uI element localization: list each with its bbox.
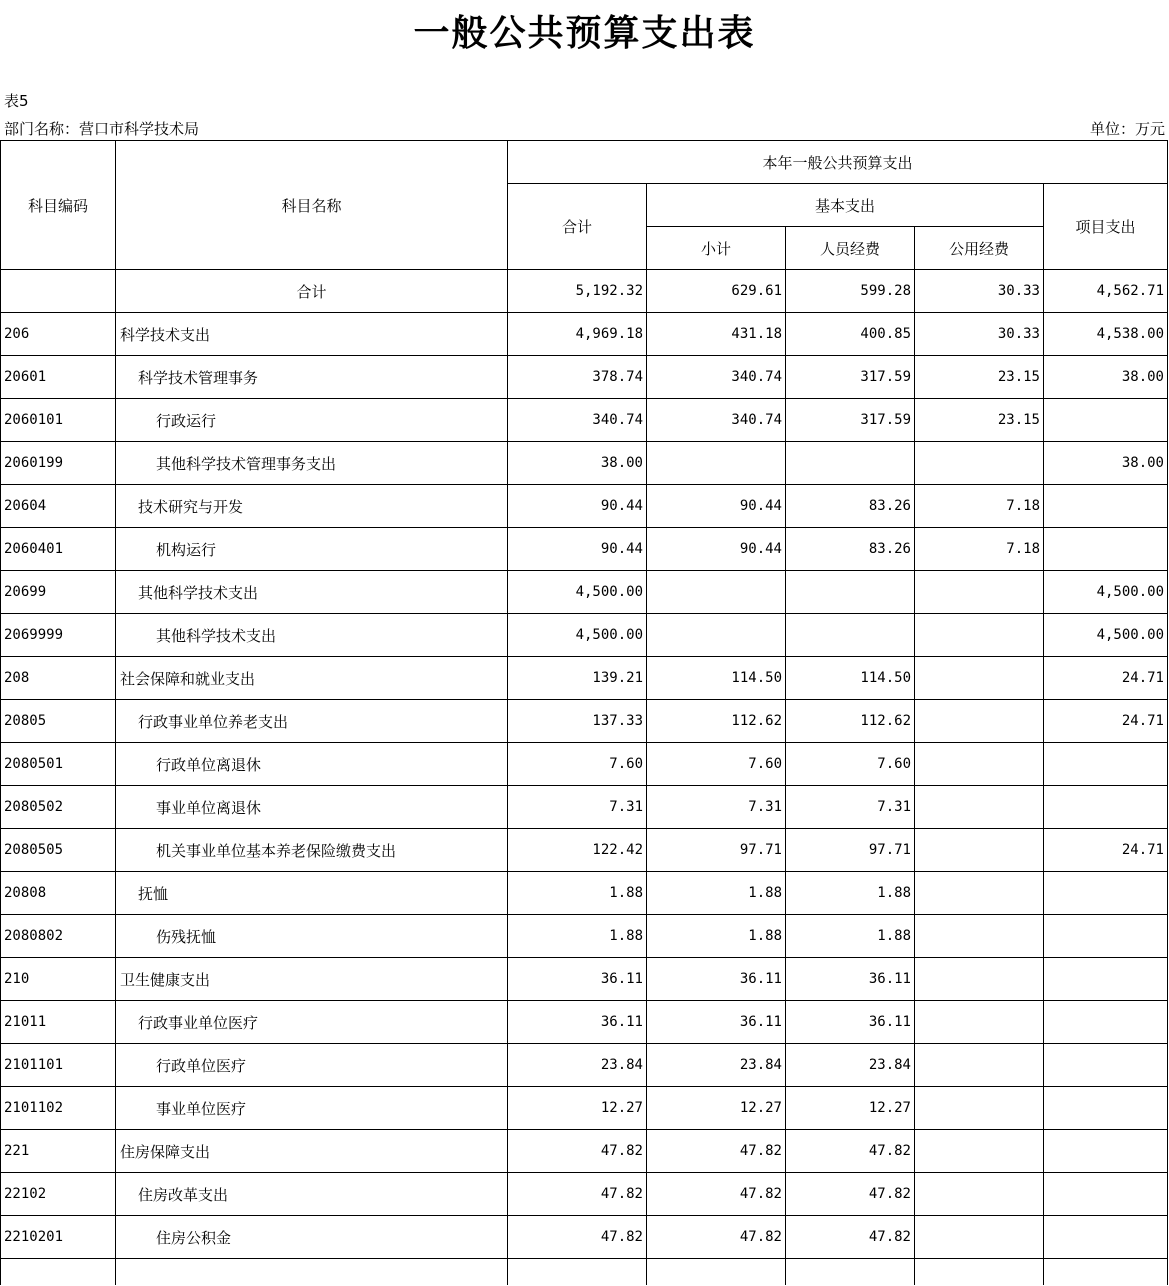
cell-project	[1044, 1044, 1168, 1087]
cell-code: 21011	[1, 1001, 116, 1044]
cell-code: 208	[1, 657, 116, 700]
cell-subtotal: 36.11	[647, 1001, 786, 1044]
cell-personnel: 23.84	[786, 1044, 915, 1087]
cell-name: 社会保障和就业支出	[116, 657, 508, 700]
cell-personnel: 83.26	[786, 528, 915, 571]
header-name: 科目名称	[116, 141, 508, 270]
header-code: 科目编码	[1, 141, 116, 270]
cell-total: 4,969.18	[508, 313, 647, 356]
cell-subtotal: 7.31	[647, 786, 786, 829]
cell-project	[1044, 786, 1168, 829]
cell-name: 技术研究与开发	[116, 485, 508, 528]
header-total: 合计	[508, 184, 647, 270]
table-row	[1, 743, 1168, 786]
cell-project: 24.71	[1044, 657, 1168, 700]
cell-name: 伤残抚恤	[116, 915, 508, 958]
cell-name: 行政事业单位医疗	[116, 1001, 508, 1044]
cell-project: 24.71	[1044, 829, 1168, 872]
cell-project	[1044, 528, 1168, 571]
cell-public	[915, 872, 1044, 915]
cell-subtotal: 340.74	[647, 399, 786, 442]
cell-public	[915, 743, 1044, 786]
cell-empty	[1, 1259, 116, 1286]
cell-public	[915, 571, 1044, 614]
cell-personnel: 7.60	[786, 743, 915, 786]
cell-public: 7.18	[915, 528, 1044, 571]
cell-code: 206	[1, 313, 116, 356]
cell-project: 4,500.00	[1044, 614, 1168, 657]
cell-name: 科学技术管理事务	[116, 356, 508, 399]
cell-total: 12.27	[508, 1087, 647, 1130]
cell-subtotal: 47.82	[647, 1173, 786, 1216]
cell-project	[1044, 915, 1168, 958]
cell-personnel: 317.59	[786, 399, 915, 442]
cell-code: 2210201	[1, 1216, 116, 1259]
cell-empty	[1044, 1259, 1168, 1286]
cell-total: 4,500.00	[508, 614, 647, 657]
table-row	[1, 657, 1168, 700]
header-subtotal: 小计	[647, 227, 786, 270]
cell-subtotal	[647, 571, 786, 614]
cell-name: 事业单位离退休	[116, 786, 508, 829]
table-row	[1, 442, 1168, 485]
cell-subtotal: 47.82	[647, 1130, 786, 1173]
cell-subtotal: 23.84	[647, 1044, 786, 1087]
cell-code: 221	[1, 1130, 116, 1173]
cell-project	[1044, 399, 1168, 442]
cell-total: 90.44	[508, 528, 647, 571]
cell-empty	[647, 1259, 786, 1286]
cell-code: 2080501	[1, 743, 116, 786]
cell-public	[915, 958, 1044, 1001]
cell-code: 20805	[1, 700, 116, 743]
table-row	[1, 829, 1168, 872]
table-row	[1, 915, 1168, 958]
cell-subtotal: 431.18	[647, 313, 786, 356]
cell-public	[915, 1087, 1044, 1130]
cell-public	[915, 1001, 1044, 1044]
table-row	[1, 958, 1168, 1001]
cell-code: 2101101	[1, 1044, 116, 1087]
cell-code: 20604	[1, 485, 116, 528]
table-row	[1, 313, 1168, 356]
cell-subtotal: 12.27	[647, 1087, 786, 1130]
cell-project	[1044, 1087, 1168, 1130]
cell-total: 5,192.32	[508, 270, 647, 313]
cell-subtotal: 90.44	[647, 485, 786, 528]
cell-code	[1, 270, 116, 313]
cell-code: 2060199	[1, 442, 116, 485]
cell-project: 4,562.71	[1044, 270, 1168, 313]
table-row	[1, 270, 1168, 313]
cell-name: 科学技术支出	[116, 313, 508, 356]
cell-name: 行政单位离退休	[116, 743, 508, 786]
cell-code: 2080502	[1, 786, 116, 829]
cell-public	[915, 1173, 1044, 1216]
cell-personnel: 400.85	[786, 313, 915, 356]
cell-name: 卫生健康支出	[116, 958, 508, 1001]
cell-personnel: 47.82	[786, 1216, 915, 1259]
cell-code: 22102	[1, 1173, 116, 1216]
cell-subtotal: 112.62	[647, 700, 786, 743]
cell-personnel: 12.27	[786, 1087, 915, 1130]
cell-public	[915, 1216, 1044, 1259]
table-row	[1, 872, 1168, 915]
cell-empty	[915, 1259, 1044, 1286]
table-row	[1, 1130, 1168, 1173]
cell-code: 2060401	[1, 528, 116, 571]
cell-total: 36.11	[508, 958, 647, 1001]
cell-personnel: 599.28	[786, 270, 915, 313]
cell-personnel: 1.88	[786, 915, 915, 958]
cell-public	[915, 829, 1044, 872]
budget-table	[0, 140, 1168, 1285]
header-public: 公用经费	[915, 227, 1044, 270]
cell-project: 38.00	[1044, 442, 1168, 485]
cell-personnel: 47.82	[786, 1130, 915, 1173]
cell-name: 行政运行	[116, 399, 508, 442]
cell-public: 23.15	[915, 399, 1044, 442]
cell-name: 其他科学技术支出	[116, 571, 508, 614]
cell-code: 2080505	[1, 829, 116, 872]
cell-project	[1044, 1173, 1168, 1216]
cell-subtotal	[647, 614, 786, 657]
page-title: 一般公共预算支出表	[413, 12, 756, 54]
cell-personnel	[786, 614, 915, 657]
cell-total: 36.11	[508, 1001, 647, 1044]
cell-public	[915, 442, 1044, 485]
header-personnel: 人员经费	[786, 227, 915, 270]
table-row	[1, 1173, 1168, 1216]
table-row	[1, 356, 1168, 399]
cell-empty	[508, 1259, 647, 1286]
cell-public: 7.18	[915, 485, 1044, 528]
cell-code: 20601	[1, 356, 116, 399]
cell-total: 139.21	[508, 657, 647, 700]
cell-public	[915, 786, 1044, 829]
cell-total: 47.82	[508, 1216, 647, 1259]
cell-subtotal: 47.82	[647, 1216, 786, 1259]
cell-project: 4,500.00	[1044, 571, 1168, 614]
cell-project: 38.00	[1044, 356, 1168, 399]
cell-public: 23.15	[915, 356, 1044, 399]
cell-total: 340.74	[508, 399, 647, 442]
cell-total: 7.31	[508, 786, 647, 829]
cell-name: 其他科学技术支出	[116, 614, 508, 657]
cell-total: 137.33	[508, 700, 647, 743]
cell-personnel: 114.50	[786, 657, 915, 700]
cell-total: 38.00	[508, 442, 647, 485]
cell-project	[1044, 1001, 1168, 1044]
cell-personnel	[786, 442, 915, 485]
cell-code: 2101102	[1, 1087, 116, 1130]
cell-project	[1044, 743, 1168, 786]
cell-public	[915, 1130, 1044, 1173]
cell-personnel: 36.11	[786, 958, 915, 1001]
cell-name: 抚恤	[116, 872, 508, 915]
cell-public	[915, 915, 1044, 958]
cell-code: 2069999	[1, 614, 116, 657]
cell-name: 行政单位医疗	[116, 1044, 508, 1087]
cell-name: 机关事业单位基本养老保险缴费支出	[116, 829, 508, 872]
cell-name: 住房改革支出	[116, 1173, 508, 1216]
cell-subtotal: 97.71	[647, 829, 786, 872]
cell-project	[1044, 958, 1168, 1001]
cell-project: 4,538.00	[1044, 313, 1168, 356]
cell-personnel: 83.26	[786, 485, 915, 528]
table-row	[1, 528, 1168, 571]
table-row	[1, 399, 1168, 442]
cell-code: 2060101	[1, 399, 116, 442]
cell-code: 20808	[1, 872, 116, 915]
cell-subtotal: 1.88	[647, 915, 786, 958]
table-row	[1, 700, 1168, 743]
cell-public	[915, 614, 1044, 657]
cell-subtotal: 36.11	[647, 958, 786, 1001]
cell-subtotal: 629.61	[647, 270, 786, 313]
cell-name: 住房公积金	[116, 1216, 508, 1259]
cell-project	[1044, 1130, 1168, 1173]
cell-total: 4,500.00	[508, 571, 647, 614]
department-name: 部门名称：营口市科学技术局	[4, 120, 200, 138]
cell-personnel: 47.82	[786, 1173, 915, 1216]
cell-total: 378.74	[508, 356, 647, 399]
cell-code: 20699	[1, 571, 116, 614]
cell-subtotal: 1.88	[647, 872, 786, 915]
cell-subtotal: 7.60	[647, 743, 786, 786]
cell-name: 合计	[116, 270, 508, 313]
cell-name: 事业单位医疗	[116, 1087, 508, 1130]
header-basic: 基本支出	[647, 184, 1044, 227]
cell-name: 行政事业单位养老支出	[116, 700, 508, 743]
cell-personnel: 317.59	[786, 356, 915, 399]
cell-subtotal: 340.74	[647, 356, 786, 399]
cell-personnel: 97.71	[786, 829, 915, 872]
table-row	[1, 786, 1168, 829]
cell-public	[915, 657, 1044, 700]
cell-total: 47.82	[508, 1130, 647, 1173]
cell-total: 1.88	[508, 915, 647, 958]
cell-public: 30.33	[915, 270, 1044, 313]
table-row	[1, 485, 1168, 528]
table-row-empty	[1, 1259, 1168, 1286]
cell-subtotal: 114.50	[647, 657, 786, 700]
cell-total: 1.88	[508, 872, 647, 915]
table-row	[1, 1216, 1168, 1259]
cell-total: 122.42	[508, 829, 647, 872]
table-row	[1, 571, 1168, 614]
cell-public	[915, 700, 1044, 743]
cell-personnel: 112.62	[786, 700, 915, 743]
cell-subtotal	[647, 442, 786, 485]
cell-public	[915, 1044, 1044, 1087]
cell-public: 30.33	[915, 313, 1044, 356]
unit-label: 单位：万元	[1089, 120, 1165, 138]
cell-name: 机构运行	[116, 528, 508, 571]
cell-empty	[116, 1259, 508, 1286]
header-group: 本年一般公共预算支出	[508, 141, 1168, 184]
cell-personnel: 7.31	[786, 786, 915, 829]
table-number: 表5	[4, 92, 29, 110]
cell-total: 7.60	[508, 743, 647, 786]
cell-empty	[786, 1259, 915, 1286]
cell-personnel: 1.88	[786, 872, 915, 915]
cell-code: 2080802	[1, 915, 116, 958]
table-row	[1, 1001, 1168, 1044]
cell-total: 23.84	[508, 1044, 647, 1087]
cell-total: 47.82	[508, 1173, 647, 1216]
cell-project	[1044, 485, 1168, 528]
cell-personnel: 36.11	[786, 1001, 915, 1044]
cell-project	[1044, 872, 1168, 915]
cell-name: 住房保障支出	[116, 1130, 508, 1173]
cell-project	[1044, 1216, 1168, 1259]
table-row	[1, 1087, 1168, 1130]
cell-code: 210	[1, 958, 116, 1001]
cell-personnel	[786, 571, 915, 614]
table-row	[1, 614, 1168, 657]
cell-name: 其他科学技术管理事务支出	[116, 442, 508, 485]
cell-total: 90.44	[508, 485, 647, 528]
header-project: 项目支出	[1044, 184, 1168, 270]
cell-subtotal: 90.44	[647, 528, 786, 571]
cell-project: 24.71	[1044, 700, 1168, 743]
table-row	[1, 1044, 1168, 1087]
